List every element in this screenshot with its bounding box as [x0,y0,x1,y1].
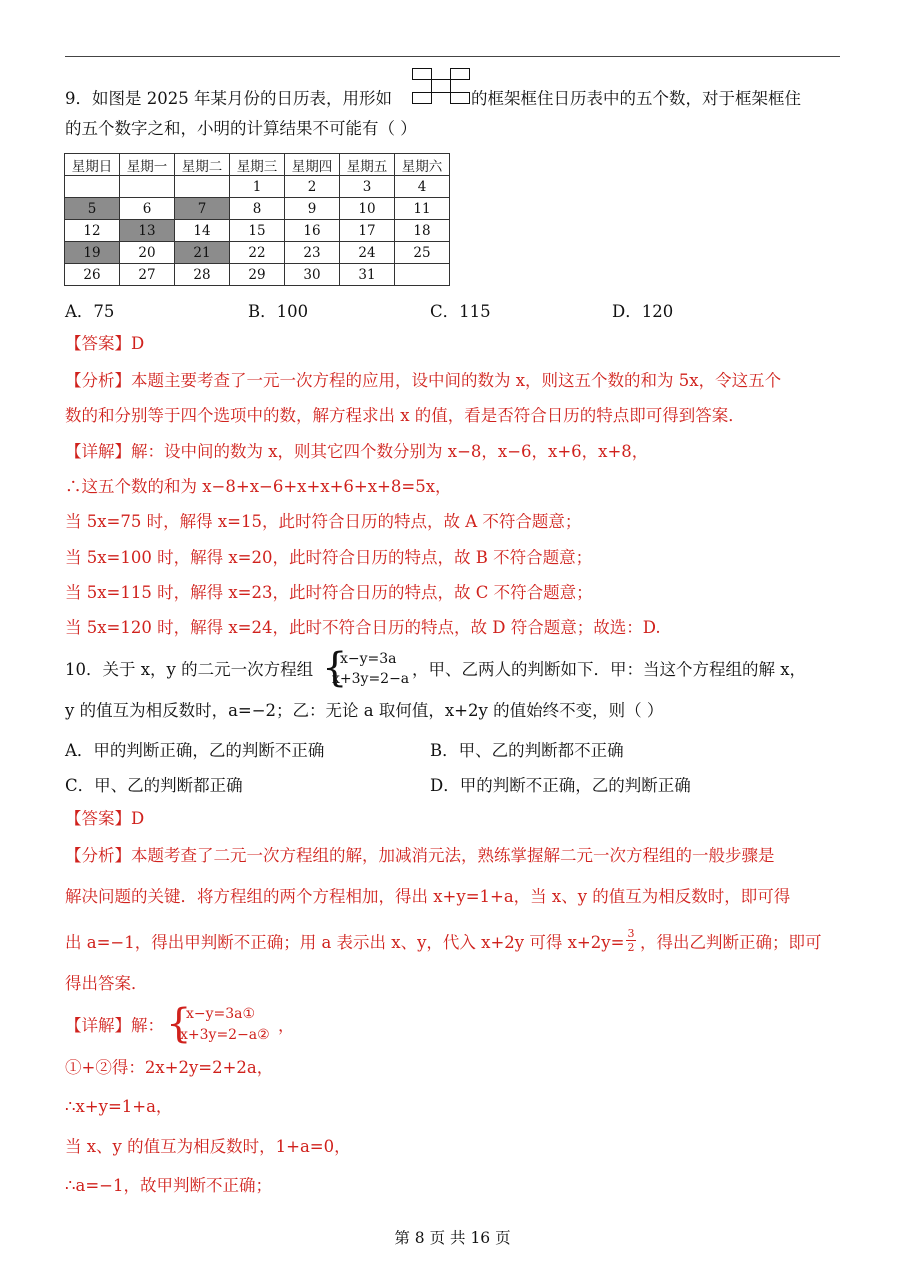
q10-analysis-2: 解决问题的关键．将方程组的两个方程相加，得出 x+y=1+a，当 x、y 的值互为相反数时，即可得 [65,887,791,906]
weekday-header: 星期三 [230,154,285,176]
q9-analysis-2: 数的和分别等于四个选项中的数，解方程求出 x 的值，看是否符合日历的特点即可得到答案． [65,406,745,425]
cross-frame-icon [412,68,470,104]
q10-system-eq1: x−y=3a [340,651,397,667]
weekday-header: 星期四 [285,154,340,176]
fraction-numerator: 3 [627,927,635,940]
calendar-cell: 17 [340,220,395,242]
weekday-header: 星期日 [65,154,120,176]
q9-detail-3: 当 5x=75 时，解得 x=15，此时符合日历的特点，故 A 不符合题意； [65,512,582,531]
q10-step-2: ∴x+y=1+a， [65,1097,173,1116]
q10-line1a: 10．关于 x，y 的二元一次方程组 [65,660,314,679]
calendar-cell: 8 [230,198,285,220]
q10-detail-eq2: x+3y=2−a② [180,1027,270,1043]
calendar-cell: 4 [395,176,450,198]
q9-detail-1: 【详解】解：设中间的数为 x，则其它四个数分别为 x−8，x−6，x+6，x+8， [65,442,649,461]
calendar-cell [65,176,120,198]
calendar-cell: 7 [175,198,230,220]
calendar-cell: 12 [65,220,120,242]
detail-system-brace: { [166,1001,192,1047]
q10-detail-label: 【详解】解： [65,1016,164,1035]
q10-detail-eq1: x−y=3a① [186,1006,256,1022]
q10-option-a: A．甲的判断正确，乙的判断不正确 [65,741,325,760]
fraction-three-halves [626,928,636,953]
q10-option-d: D．甲的判断不正确，乙的判断正确 [430,776,691,795]
calendar-cell: 1 [230,176,285,198]
calendar-cell: 10 [340,198,395,220]
q10-line1b: ，甲、乙两人的判断如下．甲：当这个方程组的解 x， [412,660,807,679]
header-rule [65,56,840,57]
q10-step-1: ①+②得：2x+2y=2+2a， [65,1058,274,1077]
q10-option-c: C．甲、乙的判断都正确 [65,776,243,795]
q10-step-3: 当 x、y 的值互为相反数时，1+a=0， [65,1137,351,1156]
calendar-cell: 11 [395,198,450,220]
calendar-cell: 26 [65,264,120,286]
calendar-cell: 25 [395,242,450,264]
calendar-week-row [65,176,450,198]
q10-detail-comma: ， [278,1016,295,1035]
q9-option-a: A．75 [65,302,115,321]
system-brace: { [322,645,348,691]
calendar-week-row [65,220,450,242]
q9-analysis-1: 【分析】本题主要考查了一元一次方程的应用，设中间的数为 x，则这五个数的和为 5x，令这五个 [65,371,782,390]
calendar-cell: 5 [65,198,120,220]
q10-analysis-3b: ，得出乙判断正确；即可 [640,933,822,952]
calendar-cell: 2 [285,176,340,198]
calendar-cell: 22 [230,242,285,264]
q10-option-b: B．甲、乙的判断都不正确 [430,741,624,760]
calendar-cell [120,176,175,198]
calendar-cell: 3 [340,176,395,198]
calendar-cell: 13 [120,220,175,242]
calendar-cell: 16 [285,220,340,242]
q9-answer: 【答案】D [65,334,145,353]
calendar-cell: 19 [65,242,120,264]
calendar-cell: 6 [120,198,175,220]
q9-option-d: D．120 [612,302,674,321]
weekday-header: 星期一 [120,154,175,176]
calendar-week-row [65,242,450,264]
q10-analysis-3a: 出 a=−1，得出甲判断不正确；用 a 表示出 x、y，代入 x+2y 可得 x+2y= [65,933,625,952]
calendar-week-row [65,198,450,220]
calendar-cell: 28 [175,264,230,286]
calendar-cell: 14 [175,220,230,242]
calendar-cell [175,176,230,198]
q9-detail-2: ∴这五个数的和为 x−8+x−6+x+x+6+x+8=5x， [65,477,452,496]
calendar-cell: 30 [285,264,340,286]
q9-detail-4: 当 5x=100 时，解得 x=20，此时符合日历的特点，故 B 不符合题意； [65,548,593,567]
q9-line1b: 的框架框住日历表中的五个数，对于框架框住 [471,89,801,108]
q9-option-c: C．115 [430,302,491,321]
weekday-header: 星期六 [395,154,450,176]
calendar-cell: 29 [230,264,285,286]
q10-analysis-1: 【分析】本题考查了二元一次方程组的解，加减消元法，熟练掌握解二元一次方程组的一般步骤是 [65,846,775,865]
calendar-header-row [65,154,450,176]
calendar-table [64,153,450,286]
calendar-cell: 9 [285,198,340,220]
calendar-cell: 27 [120,264,175,286]
calendar-cell: 21 [175,242,230,264]
calendar-week-row [65,264,450,286]
calendar-cell: 23 [285,242,340,264]
q10-analysis-4: 得出答案． [65,974,148,993]
calendar-cell: 15 [230,220,285,242]
q9-detail-5: 当 5x=115 时，解得 x=23，此时符合日历的特点，故 C 不符合题意； [65,583,593,602]
q9-detail-6: 当 5x=120 时，解得 x=24，此时不符合日历的特点，故 D 符合题意；故选：D. [65,618,661,637]
calendar-cell: 24 [340,242,395,264]
calendar-cell: 31 [340,264,395,286]
q9-line1a: 9．如图是 2025 年某月份的日历表，用形如 [65,89,392,108]
calendar-cell: 20 [120,242,175,264]
page-footer: 第 8 页 共 16 页 [394,1229,511,1247]
q10-system-eq2: x+3y=2−a [332,671,410,687]
weekday-header: 星期五 [340,154,395,176]
calendar-cell [395,264,450,286]
weekday-header: 星期二 [175,154,230,176]
q10-step-4: ∴a=−1，故甲判断不正确； [65,1176,272,1195]
calendar-cell: 18 [395,220,450,242]
q9-option-b: B．100 [248,302,309,321]
fraction-denominator: 2 [627,941,635,954]
q9-line2: 的五个数字之和，小明的计算结果不可能有（ ） [65,119,417,138]
q10-line2: y 的值互为相反数时，a=−2；乙：无论 a 取何值，x+2y 的值始终不变，则（ ） [65,701,664,720]
q10-answer: 【答案】D [65,809,145,828]
